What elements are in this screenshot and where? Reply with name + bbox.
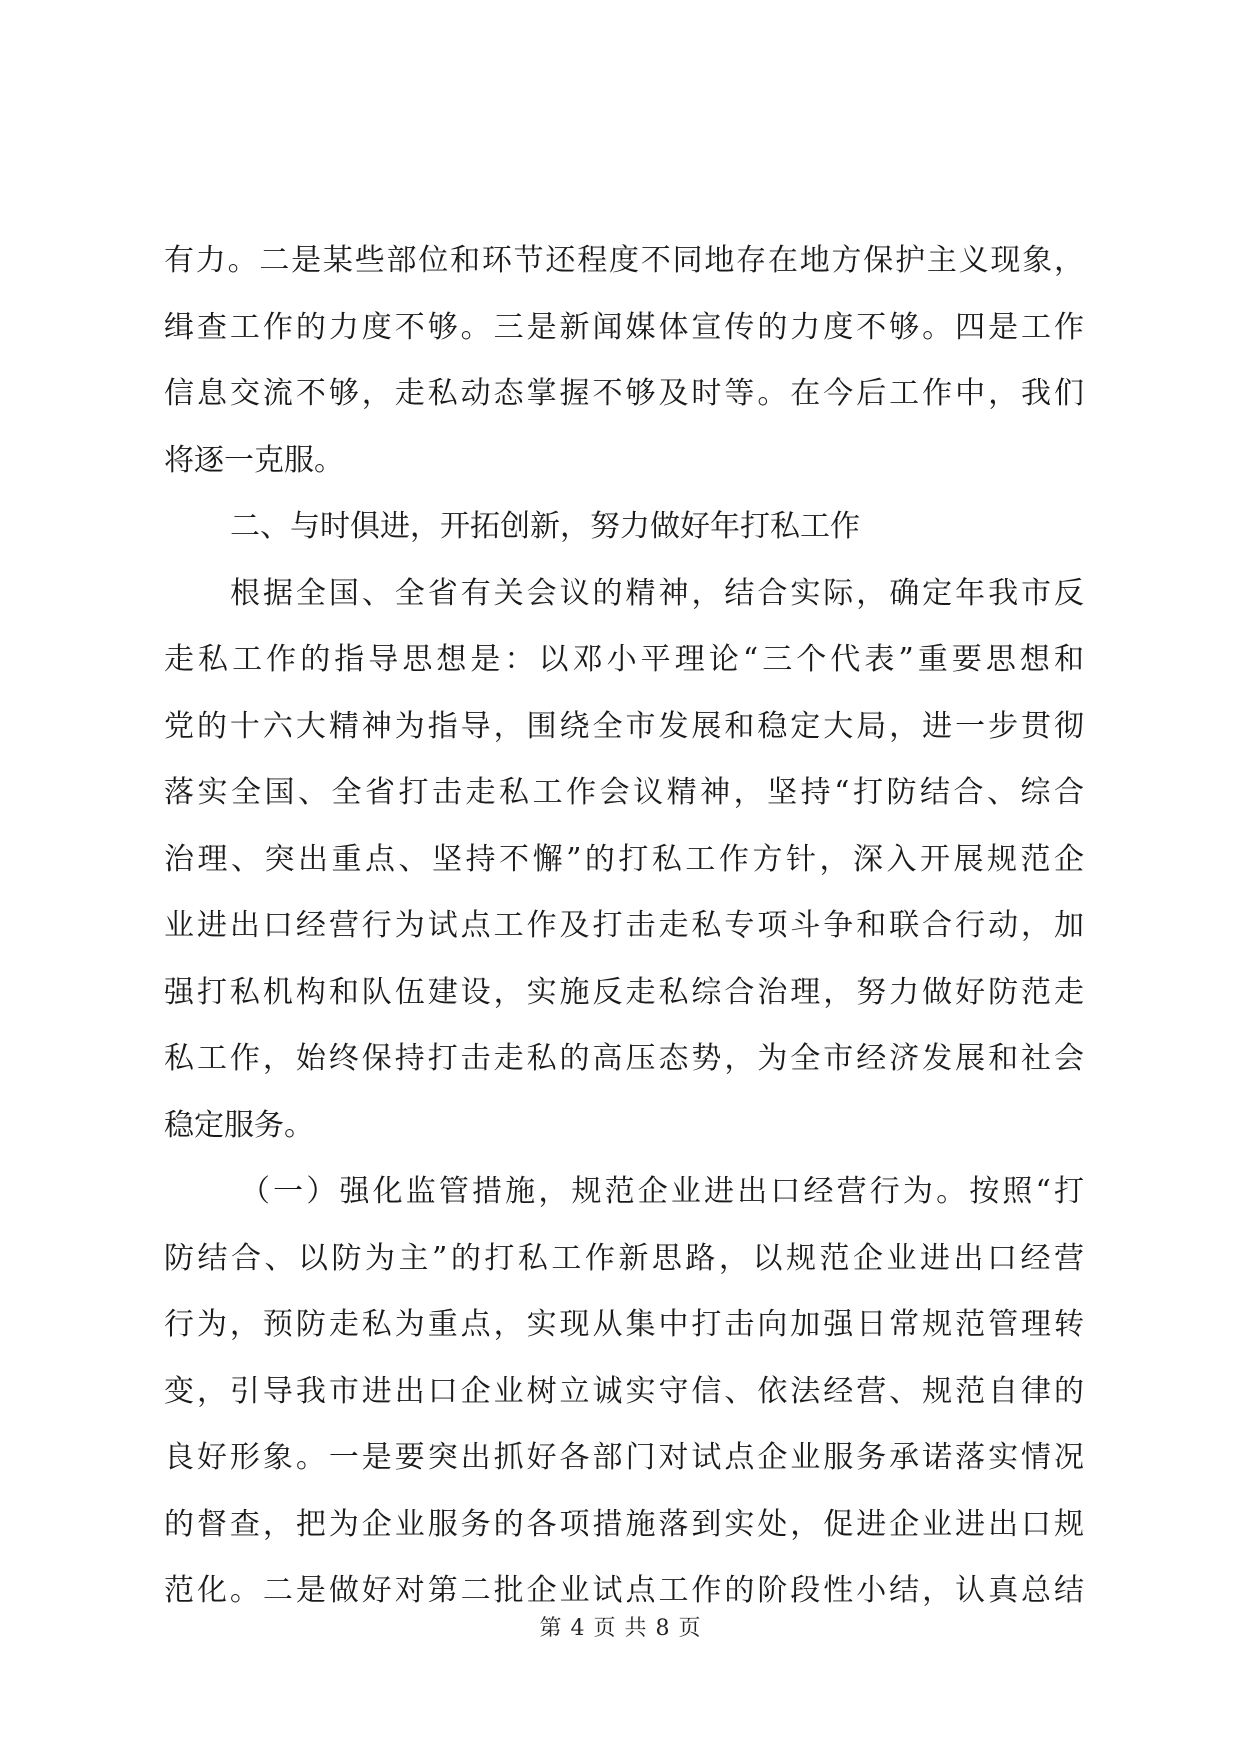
text-line: 强打私机构和队伍建设，实施反走私综合治理，努力做好防范走: [164, 974, 1084, 1010]
text-line: 稳定服务。: [164, 1107, 314, 1143]
text-line: 的督查，把为企业服务的各项措施落到实处，促进企业进出口规: [164, 1506, 1084, 1542]
text-line: 防结合、以防为主”的打私工作新思路，以规范企业进出口经营: [164, 1240, 1084, 1276]
text-line: 党的十六大精神为指导，围绕全市发展和稳定大局，进一步贯彻: [164, 708, 1084, 744]
text-line: 良好形象。一是要突出抓好各部门对试点企业服务承诺落实情况: [164, 1440, 1084, 1475]
page-number-footer: 第 4 页 共 8 页: [539, 1616, 702, 1641]
text-line: 有力。二是某些部位和环节还程度不同地存在地方保护主义现象，: [164, 243, 1084, 278]
text-line: 业进出口经营行为试点工作及打击走私专项斗争和联合行动，加: [164, 908, 1084, 943]
text-line: 信息交流不够，走私动态掌握不够及时等。在今后工作中，我们: [164, 376, 1084, 411]
text-line: 私工作，始终保持打击走私的高压态势，为全市经济发展和社会: [164, 1041, 1084, 1076]
text-line: 落实全国、全省打击走私工作会议精神，坚持“打防结合、综合: [164, 775, 1084, 810]
text-line: 根据全国、全省有关会议的精神，结合实际，确定年我市反: [230, 575, 1084, 611]
subsection-lead: （一）强化监管措施，规范企业进出口经营行为。按照“打: [240, 1174, 1084, 1209]
text-line: 走私工作的指导思想是：以邓小平理论“三个代表”重要思想和: [164, 642, 1084, 677]
text-line: 治理、突出重点、坚持不懈”的打私工作方针，深入开展规范企: [164, 841, 1084, 877]
document-body: [164, 228, 1084, 1625]
text-line: 行为，预防走私为重点，实现从集中打击向加强日常规范管理转: [164, 1307, 1084, 1342]
section-heading: 二、与时俱进，开拓创新，努力做好年打私工作: [230, 509, 860, 544]
text-line: 缉查工作的力度不够。三是新闻媒体宣传的力度不够。四是工作: [164, 309, 1084, 345]
text-line: 范化。二是做好对第二批企业试点工作的阶段性小结，认真总结: [164, 1573, 1084, 1608]
text-line: 将逐一克服。: [164, 442, 344, 478]
text-line: 变，引导我市进出口企业树立诚实守信、依法经营、规范自律的: [164, 1373, 1084, 1409]
